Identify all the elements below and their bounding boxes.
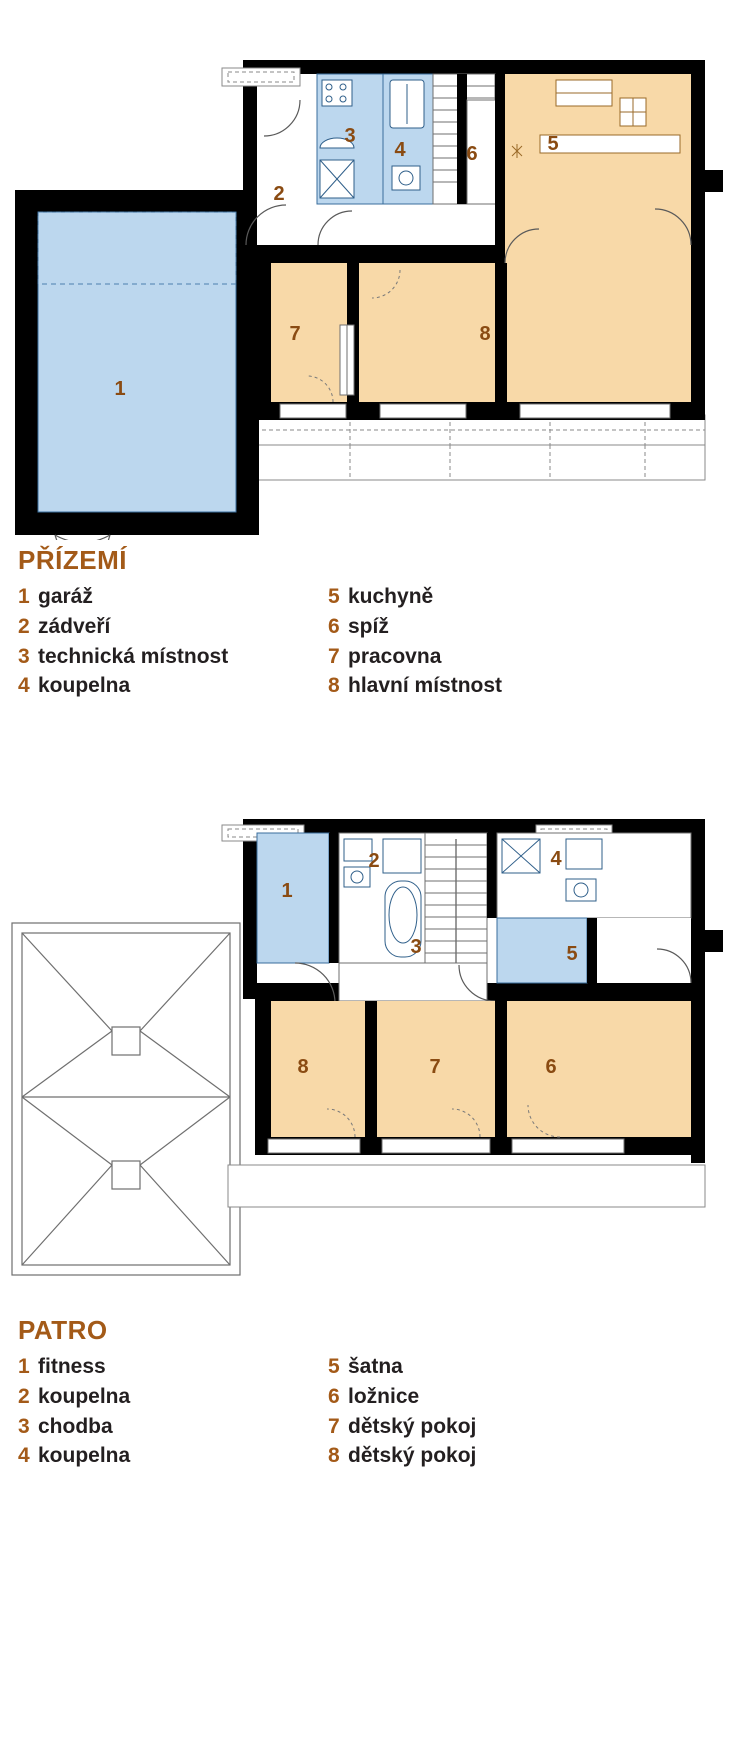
legend-item: [18, 1352, 328, 1382]
legend-item-number: 2: [18, 614, 30, 638]
plan-number-4: 4: [550, 848, 562, 870]
legend-item-number: 1: [18, 1355, 30, 1378]
legend-item: [18, 671, 328, 701]
legend-column-left-ground: [18, 582, 328, 701]
plan-number-4: 4: [394, 139, 406, 161]
legend-title-upper: PATRO: [18, 1315, 108, 1345]
legend-item-number: 5: [328, 585, 340, 608]
plan-number-8: 8: [479, 323, 491, 345]
legend-item-number: 7: [328, 1414, 340, 1438]
plan-number-7: 7: [429, 1056, 441, 1078]
plan-number-7: 7: [289, 323, 301, 345]
legend-item-number: 7: [328, 644, 340, 668]
legend-item-number: 4: [18, 674, 30, 698]
legend-item-label: koupelna: [38, 674, 131, 698]
legend-item: [328, 1441, 688, 1471]
plan-number-8: 8: [297, 1056, 309, 1078]
legend-item-number: 4: [18, 1444, 30, 1468]
legend-item-number: 2: [18, 1384, 30, 1408]
legend-item: [18, 642, 328, 672]
legend-item: [328, 612, 688, 642]
legend-item-label: ložnice: [348, 1384, 420, 1408]
legend-item-label: hlavní místnost: [348, 674, 503, 698]
legend-upper-floor: [18, 1315, 718, 1471]
plan-number-3: 3: [410, 936, 422, 958]
legend-item: [328, 1382, 688, 1412]
legend-ground-floor: [18, 545, 718, 701]
legend-item: [328, 582, 688, 612]
legend-item-label: technická místnost: [38, 644, 229, 668]
legend-item-number: 5: [328, 1355, 340, 1378]
plan-number-6: 6: [545, 1056, 557, 1078]
plan-number-6: 6: [466, 143, 478, 165]
legend-item-label: garáž: [38, 585, 93, 608]
legend-item: [18, 582, 328, 612]
legend-item-label: kuchyně: [348, 585, 434, 608]
legend-item: [328, 671, 688, 701]
plan-number-1: 1: [281, 880, 293, 902]
plan-number-2: 2: [368, 850, 380, 872]
legend-item-number: 1: [18, 585, 30, 608]
legend-item-label: dětský pokoj: [348, 1444, 477, 1468]
legend-item-label: koupelna: [38, 1444, 131, 1468]
plan-number-2: 2: [273, 183, 285, 205]
upper-floor-plan: [0, 805, 732, 1285]
legend-item-number: 8: [328, 674, 340, 698]
plan-number-1: 1: [114, 378, 126, 400]
plan-number-5: 5: [547, 133, 559, 155]
legend-item-number: 3: [18, 644, 30, 668]
legend-item: [18, 1441, 328, 1471]
plan-number-3: 3: [344, 125, 356, 147]
legend-item: [18, 1412, 328, 1442]
legend-item: [18, 612, 328, 642]
legend-column-right-ground: [328, 582, 688, 701]
ground-floor-plan: [0, 40, 732, 540]
legend-item: [328, 642, 688, 672]
legend-column-left-upper: [18, 1352, 328, 1471]
legend-item-label: šatna: [348, 1355, 403, 1378]
legend-item-number: 8: [328, 1444, 340, 1468]
plan-number-5: 5: [566, 943, 578, 965]
legend-item: [328, 1412, 688, 1442]
legend-item-number: 6: [328, 1384, 340, 1408]
legend-item-number: 3: [18, 1414, 30, 1438]
legend-item-label: koupelna: [38, 1384, 131, 1408]
legend-item: [328, 1352, 688, 1382]
legend-item-label: dětský pokoj: [348, 1414, 477, 1438]
legend-item-label: fitness: [38, 1355, 106, 1378]
legend-item-label: spíž: [348, 614, 389, 638]
legend-item-label: chodba: [38, 1414, 113, 1438]
legend-item: [18, 1382, 328, 1412]
legend-item-label: zádveří: [38, 614, 111, 638]
legend-title-ground: PŘÍZEMÍ: [18, 545, 127, 575]
legend-column-right-upper: [328, 1352, 688, 1471]
legend-item-label: pracovna: [348, 644, 442, 668]
legend-item-number: 6: [328, 614, 340, 638]
